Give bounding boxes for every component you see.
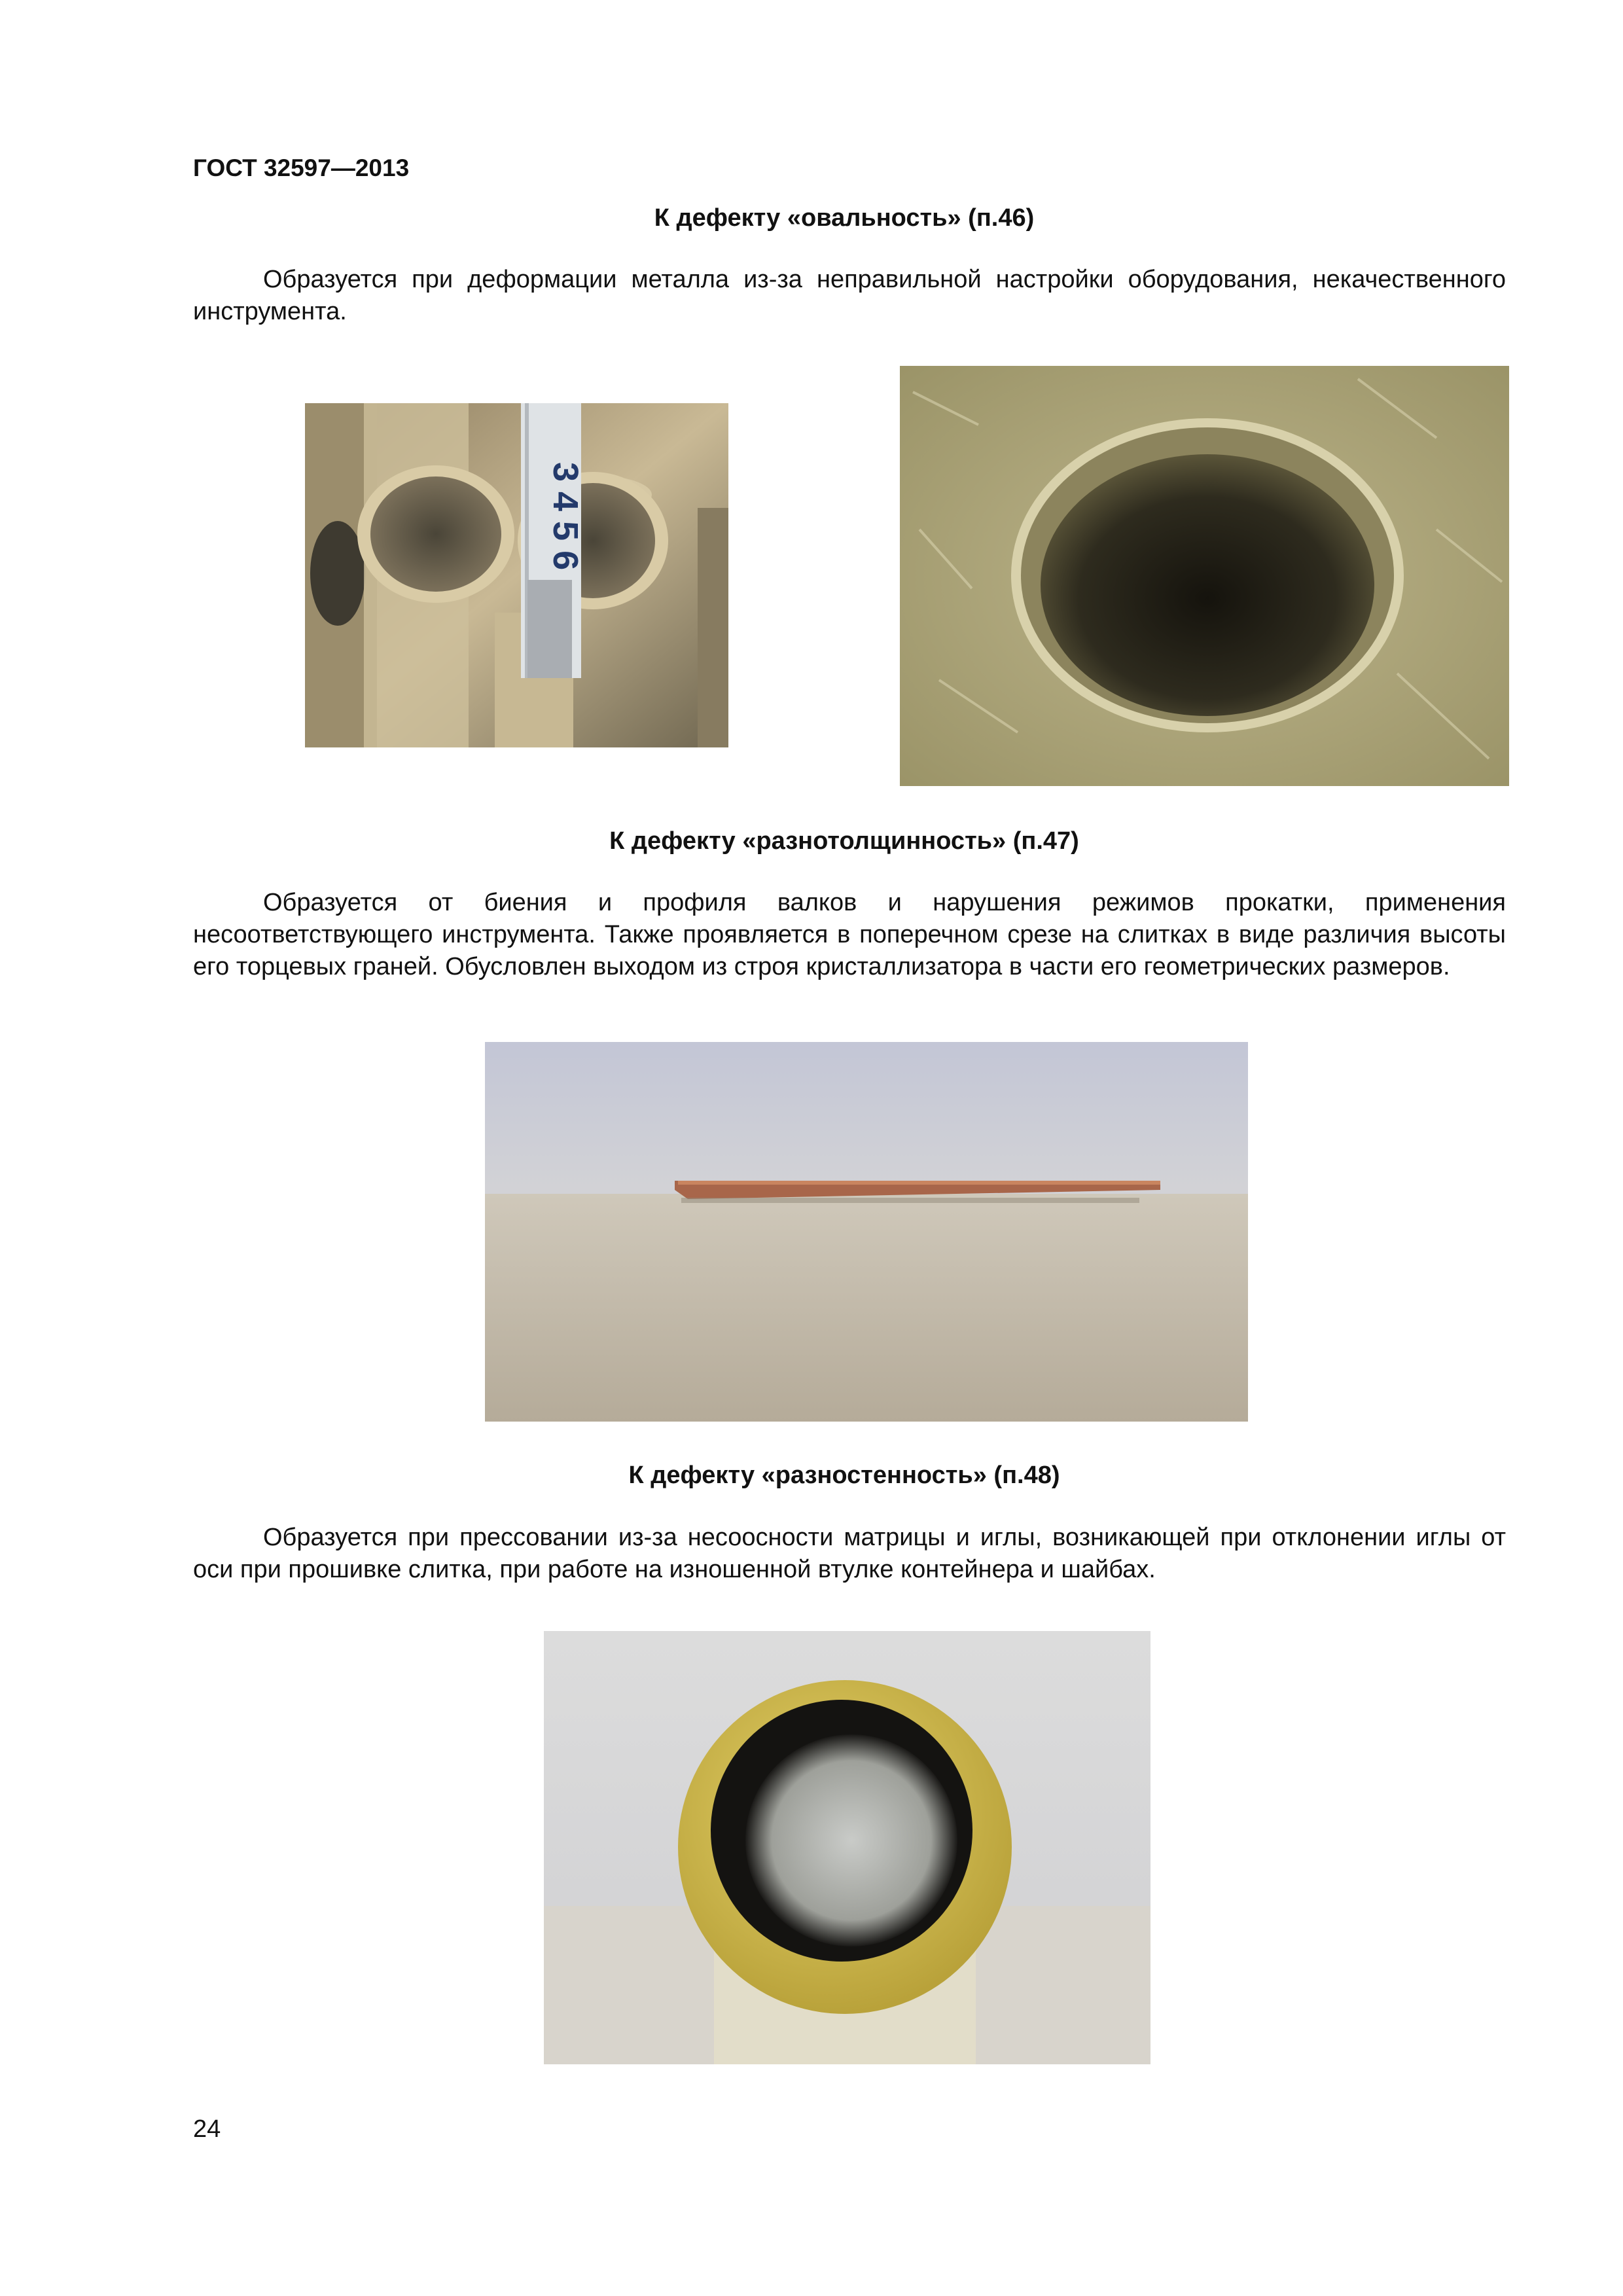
- tape-measure-digits: 3 4 5 6: [546, 462, 585, 571]
- section-paragraph-thickness: Образуется от биения и профиля валков и нарушения режимов прокатки, применения несоответствующего инструмента. Также проявляется в поперечном срезе на слитках в виде различия высоты его торцевых граней. Обусловлен выходом из строя кристаллизатора в части его геометрических размеров.: [193, 889, 1506, 980]
- photo-pipes-with-tape-measure: [305, 403, 728, 747]
- section-heading-wall: К дефекту «разностенность» (п.48): [628, 1462, 1060, 1489]
- section-heading-ovality: К дефекту «овальность» (п.46): [654, 204, 1035, 232]
- photo-plate-thickness: [485, 1042, 1248, 1422]
- page-number: 24: [193, 2115, 221, 2143]
- section-heading-thickness: К дефекту «разнотолщинность» (п.47): [609, 827, 1079, 855]
- photo-pipe-uneven-wall: [544, 1631, 1150, 2064]
- document-id: ГОСТ 32597—2013: [193, 154, 410, 181]
- photo-oval-pipe-end: [900, 366, 1509, 786]
- section-paragraph-wall: Образуется при прессовании из-за несоосности матрицы и иглы, возникающей при отклонении иглы от оси при прошивке слитка, при работе на изношенной втулке контейнера и шайбах.: [193, 1524, 1506, 1583]
- section-paragraph-ovality: Образуется при деформации металла из-за неправильной настройки оборудования, некачественного инструмента.: [193, 266, 1506, 325]
